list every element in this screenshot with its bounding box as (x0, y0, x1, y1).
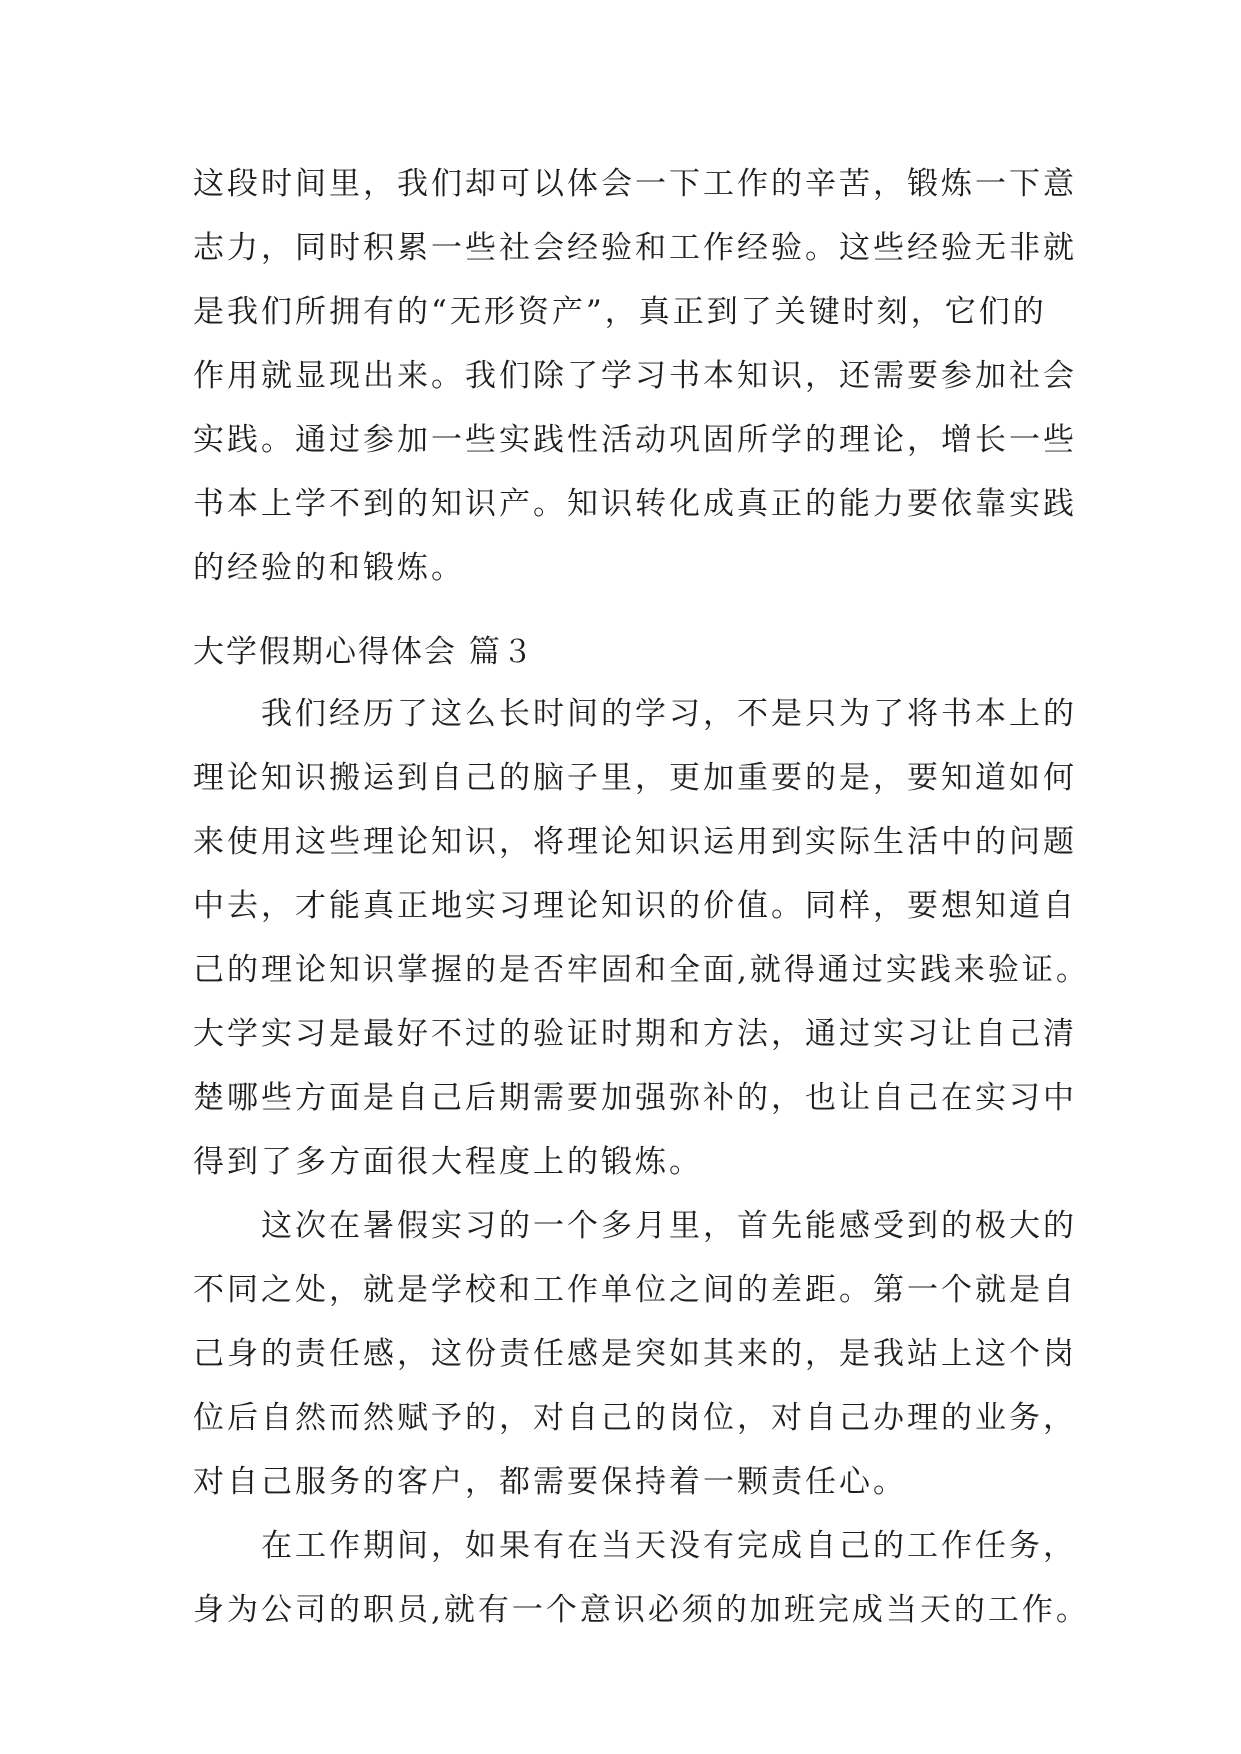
text-line: 实践。通过参加一些实践性活动巩固所学的理论，增长一些 (193, 422, 1077, 458)
text-line: 对自己服务的客户，都需要保持着一颗责任心。 (193, 1464, 907, 1500)
text-line: 我们经历了这么长时间的学习，不是只为了将书本上的 (193, 696, 1077, 732)
text-line: 己的理论知识掌握的是否牢固和全面,就得通过实践来验证。 (193, 952, 1090, 988)
text-line: 来使用这些理论知识，将理论知识运用到实际生活中的问题 (193, 824, 1077, 860)
text-line: 中去，才能真正地实习理论知识的价值。同样，要想知道自 (193, 888, 1077, 924)
section-body (193, 682, 1090, 1642)
text-line: 作用就显现出来。我们除了学习书本知识，还需要参加社会 (193, 358, 1077, 394)
text-line: 位后自然而然赋予的，对自己的岗位，对自己办理的业务， (193, 1400, 1077, 1436)
text-line: 楚哪些方面是自己后期需要加强弥补的，也让自己在实习中 (193, 1080, 1077, 1116)
text-line: 这次在暑假实习的一个多月里，首先能感受到的极大的 (193, 1208, 1077, 1244)
text-line: 身为公司的职员,就有一个意识必须的加班完成当天的工作。 (193, 1592, 1090, 1628)
text-line: 不同之处，就是学校和工作单位之间的差距。第一个就是自 (193, 1272, 1077, 1308)
text-line: 的经验的和锻炼。 (193, 550, 465, 586)
text-line: 己身的责任感，这份责任感是突如其来的，是我站上这个岗 (193, 1336, 1077, 1372)
text-line: 在工作期间，如果有在当天没有完成自己的工作任务， (193, 1528, 1077, 1564)
text-line: 书本上学不到的知识产。知识转化成真正的能力要依靠实践 (193, 486, 1077, 522)
text-line: 大学实习是最好不过的验证时期和方法，通过实习让自己清 (193, 1016, 1077, 1052)
text-line: 这段时间里，我们却可以体会一下工作的辛苦，锻炼一下意 (193, 166, 1077, 202)
text-line: 是我们所拥有的“无形资产”，真正到了关键时刻，它们的 (193, 294, 1047, 330)
intro-paragraph (193, 152, 1077, 600)
text-line: 得到了多方面很大程度上的锻炼。 (193, 1144, 703, 1180)
text-line: 理论知识搬运到自己的脑子里，更加重要的是，要知道如何 (193, 760, 1077, 796)
section-heading: 大学假期心得体会 篇３ (193, 634, 535, 670)
text-line: 志力，同时积累一些社会经验和工作经验。这些经验无非就 (193, 230, 1077, 266)
